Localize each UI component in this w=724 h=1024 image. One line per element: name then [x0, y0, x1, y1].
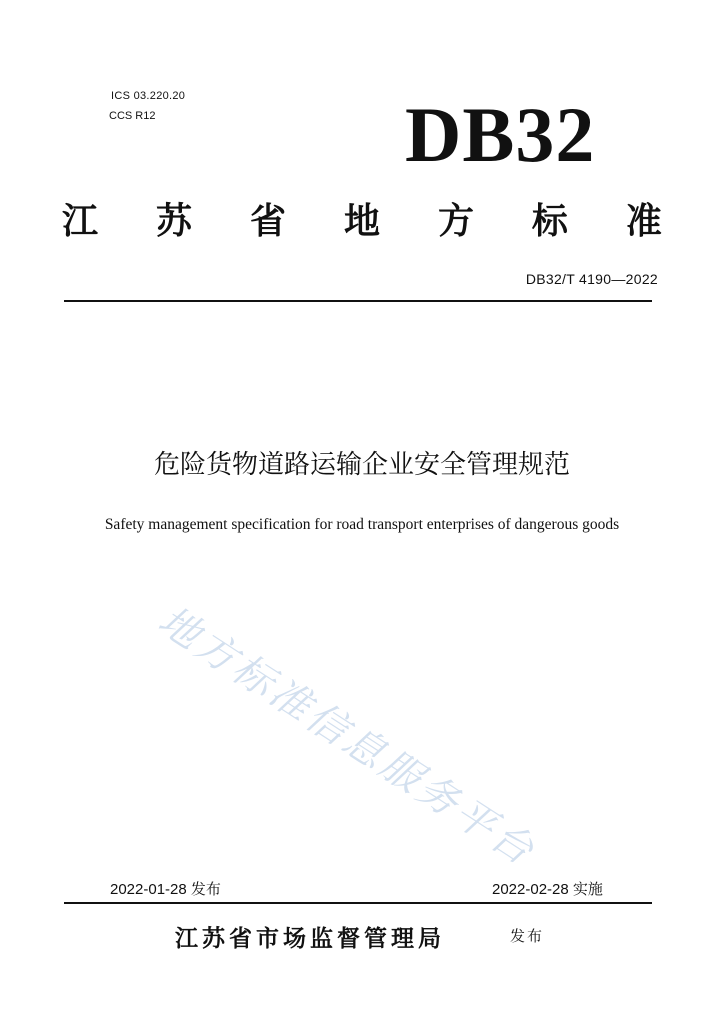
standard-type-char: 地: [343, 201, 380, 242]
standard-type-char: 江: [62, 201, 99, 242]
standard-type-char: 准: [625, 201, 662, 242]
standard-type-char: 苏: [155, 201, 192, 242]
standard-type-char: 方: [437, 201, 474, 242]
standard-type-char: 标: [531, 201, 568, 242]
watermark: 地方标准信息服务平台: [150, 597, 545, 876]
ics-code: ICS 03.220.20: [111, 90, 186, 102]
ccs-code: CCS R12: [109, 110, 156, 122]
standard-code-logo: DB32: [405, 91, 596, 178]
standard-type-heading: [62, 201, 662, 242]
bottom-divider: [64, 902, 652, 904]
issuer-suffix: 发布: [510, 927, 545, 945]
standard-number: DB32/T 4190—2022: [525, 271, 658, 287]
document-title-chinese: 危险货物道路运输企业安全管理规范: [153, 450, 570, 480]
document-title-english: Safety management specification for road transport enterprises of dangerous goods: [104, 516, 620, 533]
top-divider: [64, 300, 652, 302]
issuing-authority: 江苏省市场监督管理局: [175, 926, 445, 952]
implementation-date: 2022-02-28 实施: [492, 881, 603, 898]
issue-date: 2022-01-28 发布: [110, 881, 221, 898]
standard-type-char: 省: [249, 201, 286, 242]
